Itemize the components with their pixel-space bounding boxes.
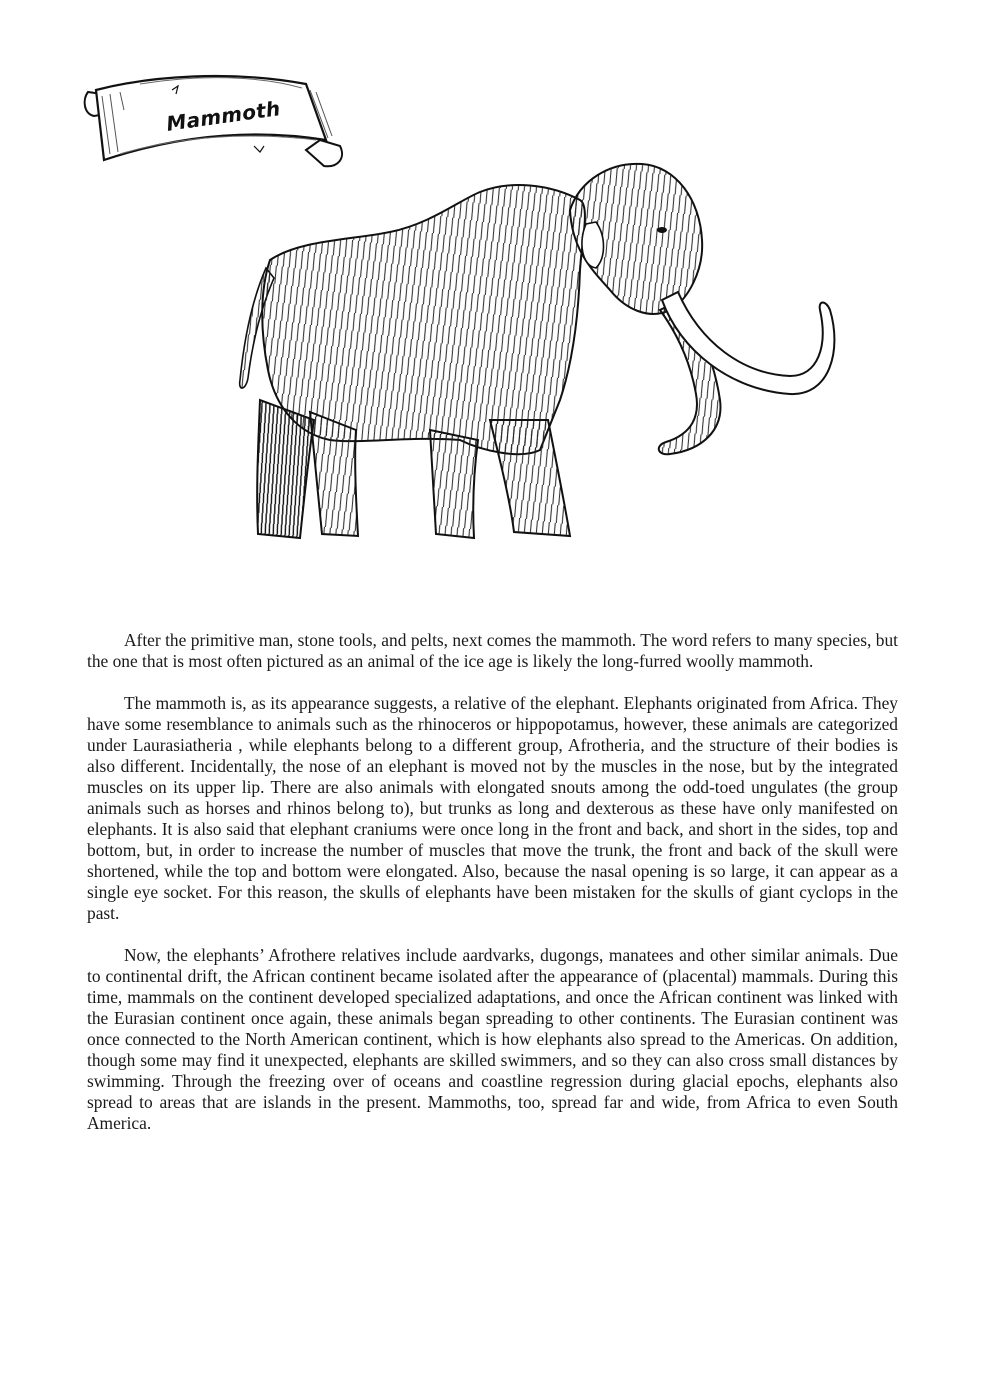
paragraph: The mammoth is, as its appearance suggests, a relative of the elephant. Elephants originated from Africa. They have some resemblance to animals such as the rhinoceros or hippopotamus, however, these animals are categorized under Laurasiatheria , while elephants belong to a different group, Afrotheria, and the structure of their bodies is also different. Incidentally, the nose of an elephant is moved not by the muscles in the nose, but by the integrated muscles on its upper lip. There are also animals with elongated snouts among the odd-toed ungulates (the group animals such as horses and rhinos belong to), but trunks as long and dexterous as these have only manifested on elephants. It is also said that elephant craniums were once long in the front and back, and short in the sides, top and bottom, but, in order to increase the number of muscles that move the trunk, the front and back of the skull were shortened, while the top and bottom were elongated. Also, because the nasal opening is so large, it can appear as a single eye socket. For this reason, the skulls of elephants have been mistaken for the skulls of giant cyclops in the past. xyxy=(87,693,898,923)
article-body xyxy=(87,630,898,1155)
page-title: Mammoth xyxy=(164,96,282,136)
mammoth-illustration xyxy=(230,150,850,555)
paragraph: After the primitive man, stone tools, and pelts, next comes the mammoth. The word refers to many species, but the one that is most often pictured as an animal of the ice age is likely the long-furred woolly mammoth. xyxy=(87,630,898,671)
woolly-mammoth-icon xyxy=(230,150,850,555)
paragraph: Now, the elephants’ Afrothere relatives include aardvarks, dugongs, manatees and other similar animals. Due to continental drift, the African continent became isolated after the appearance of (placental) mammals. During this time, mammals on the continent developed specialized adaptations, and once the African continent was linked with the Eurasian continent once again, these animals began spreading to other continents. The Eurasian continent was once connected to the North American continent, which is how elephants also spread to the Americas. On addition, though some may find it unexpected, elephants are skilled swimmers, and so they can also cross small distances by swimming. Through the freezing over of oceans and coastline regression during glacial epochs, elephants also spread to areas that are islands in the present. Mammoths, too, spread far and wide, from Africa to even South America. xyxy=(87,945,898,1133)
